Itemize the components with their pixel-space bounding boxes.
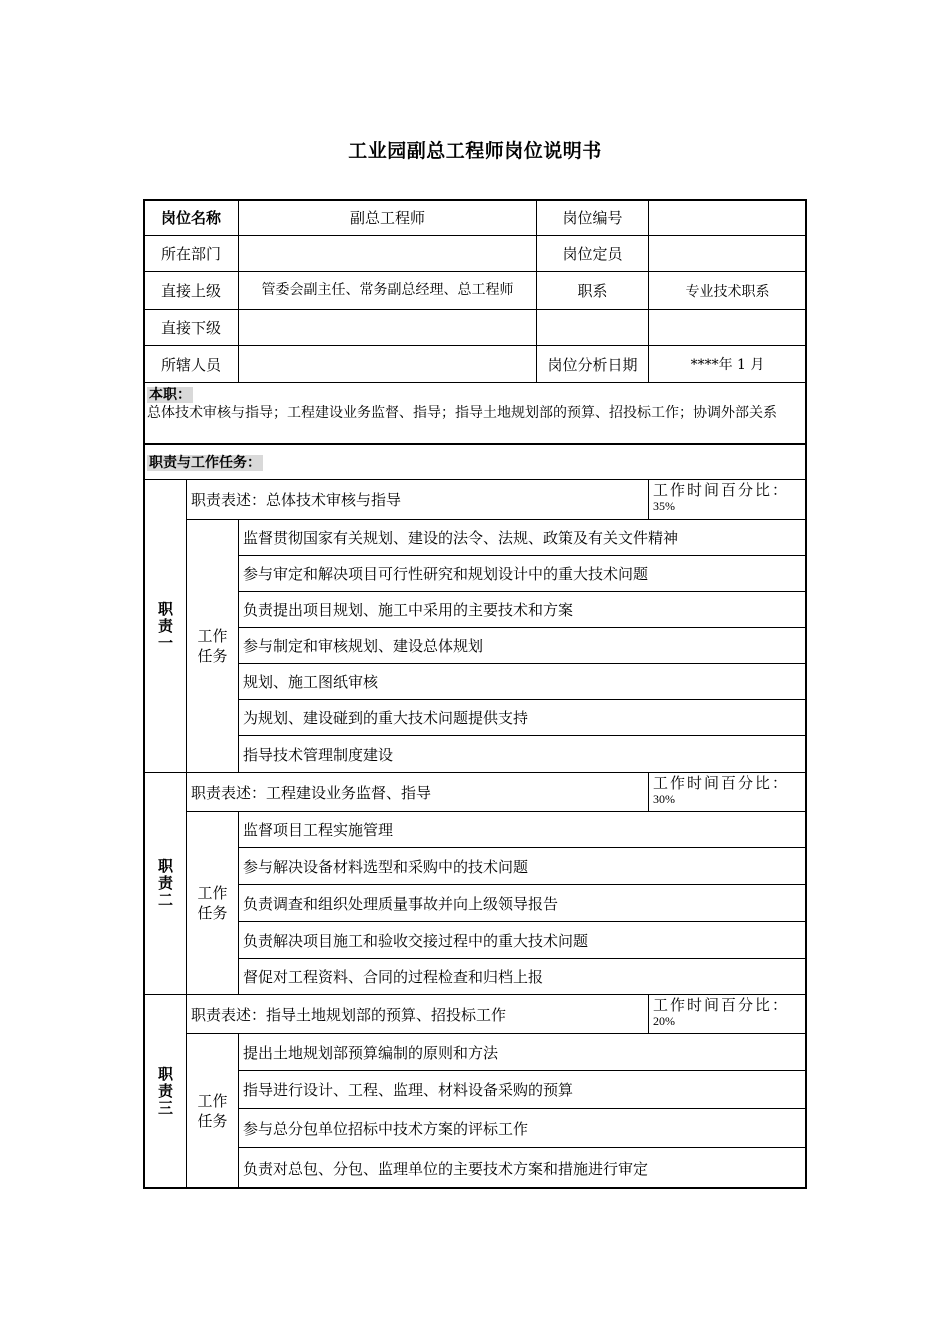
duty-3-name-text: 职责三 [156,1066,174,1117]
duty-1-task-3: 负责提出项目规划、施工中采用的主要技术和方案 [238,591,807,628]
subordinate-value [238,309,537,346]
analysis-date-value: ****年 1 月 [648,345,807,383]
duty-3-task-3: 参与总分包单位招标中技术方案的评标工作 [238,1108,807,1148]
duty-2-task-4: 负责解决项目施工和验收交接过程中的重大技术问题 [238,921,807,959]
duty-3-name [143,994,187,1189]
job-description-table [143,199,807,1189]
subordinate-label: 直接下级 [143,309,239,346]
summary-section [143,382,807,445]
headcount-label: 岗位定员 [536,235,649,272]
duty-1-pct [648,479,807,520]
duty-1-task-5: 规划、施工图纸审核 [238,663,807,700]
duties-heading: 职责与工作任务： [149,455,261,471]
duty-2-task-5: 督促对工程资料、合同的过程检查和归档上报 [238,958,807,995]
job-family-value: 专业技术职系 [648,271,807,310]
duty-2-task-2: 参与解决设备材料选型和采购中的技术问题 [238,847,807,885]
department-label: 所在部门 [143,235,239,272]
duty-1-task-6: 为规划、建设碰到的重大技术问题提供支持 [238,699,807,736]
job-name-label: 岗位名称 [143,199,239,236]
duty-1-statement: 职责表述：总体技术审核与指导 [186,479,649,520]
managed-label: 所辖人员 [143,345,239,383]
duty-2-pct-value: 30% [653,792,675,806]
subordinate-extra-label [536,309,649,346]
page-title: 工业园副总工程师岗位说明书 [348,140,602,162]
duty-1-tasks-label [186,519,239,773]
duty-2-name-text: 职责二 [156,858,174,909]
job-code-label: 岗位编号 [536,199,649,236]
duty-1-task-7: 指导技术管理制度建设 [238,735,807,773]
job-code-value [648,199,807,236]
headcount-value [648,235,807,272]
summary-label: 本职： [149,387,191,403]
duty-1-task-4: 参与制定和审核规划、建设总体规划 [238,627,807,664]
superior-label: 直接上级 [143,271,239,310]
duty-1-pct-label: 工作时间百分比： [653,481,790,499]
duty-2-task-3: 负责调查和组织处理质量事故并向上级领导报告 [238,884,807,922]
duties-heading-row [143,444,807,480]
superior-value: 管委会副主任、常务副总经理、总工程师 [238,271,537,310]
duty-1-task-2: 参与审定和解决项目可行性研究和规划设计中的重大技术问题 [238,555,807,592]
duty-1-tasks-label-text: 工作任务 [197,627,228,665]
duty-1-name-text: 职责一 [156,600,174,652]
duty-2-tasks-label-text: 工作任务 [197,884,228,922]
duty-2-pct [648,772,807,812]
duty-3-pct-label: 工作时间百分比： [653,996,790,1014]
duty-2-task-1: 监督项目工程实施管理 [238,811,807,848]
duty-2-tasks-label [186,811,239,995]
duty-1-name [143,479,187,773]
job-family-label: 职系 [536,271,649,310]
analysis-date-label: 岗位分析日期 [536,345,649,383]
duty-3-task-4: 负责对总包、分包、监理单位的主要技术方案和措施进行审定 [238,1147,807,1189]
duty-1-pct-value: 35% [653,499,675,513]
department-value [238,235,537,272]
summary-text: 总体技术审核与指导；工程建设业务监督、指导；指导土地规划部的预算、招投标工作；协调外部关系 [147,405,777,421]
duty-3-tasks-label-text: 工作任务 [197,1092,228,1130]
duty-3-task-1: 提出土地规划部预算编制的原则和方法 [238,1033,807,1071]
duty-3-pct [648,994,807,1034]
subordinate-extra-value [648,309,807,346]
duty-2-pct-label: 工作时间百分比： [653,774,790,792]
duty-2-statement: 职责表述：工程建设业务监督、指导 [186,772,649,812]
duty-3-statement: 职责表述：指导土地规划部的预算、招投标工作 [186,994,649,1034]
duty-3-pct-value: 20% [653,1014,675,1028]
managed-value [238,345,537,383]
duty-3-tasks-label [186,1033,239,1189]
duty-2-name [143,772,187,995]
duty-3-task-2: 指导进行设计、工程、监理、材料设备采购的预算 [238,1070,807,1109]
job-name-value: 副总工程师 [238,199,537,236]
duty-1-task-1: 监督贯彻国家有关规划、建设的法令、法规、政策及有关文件精神 [238,519,807,556]
